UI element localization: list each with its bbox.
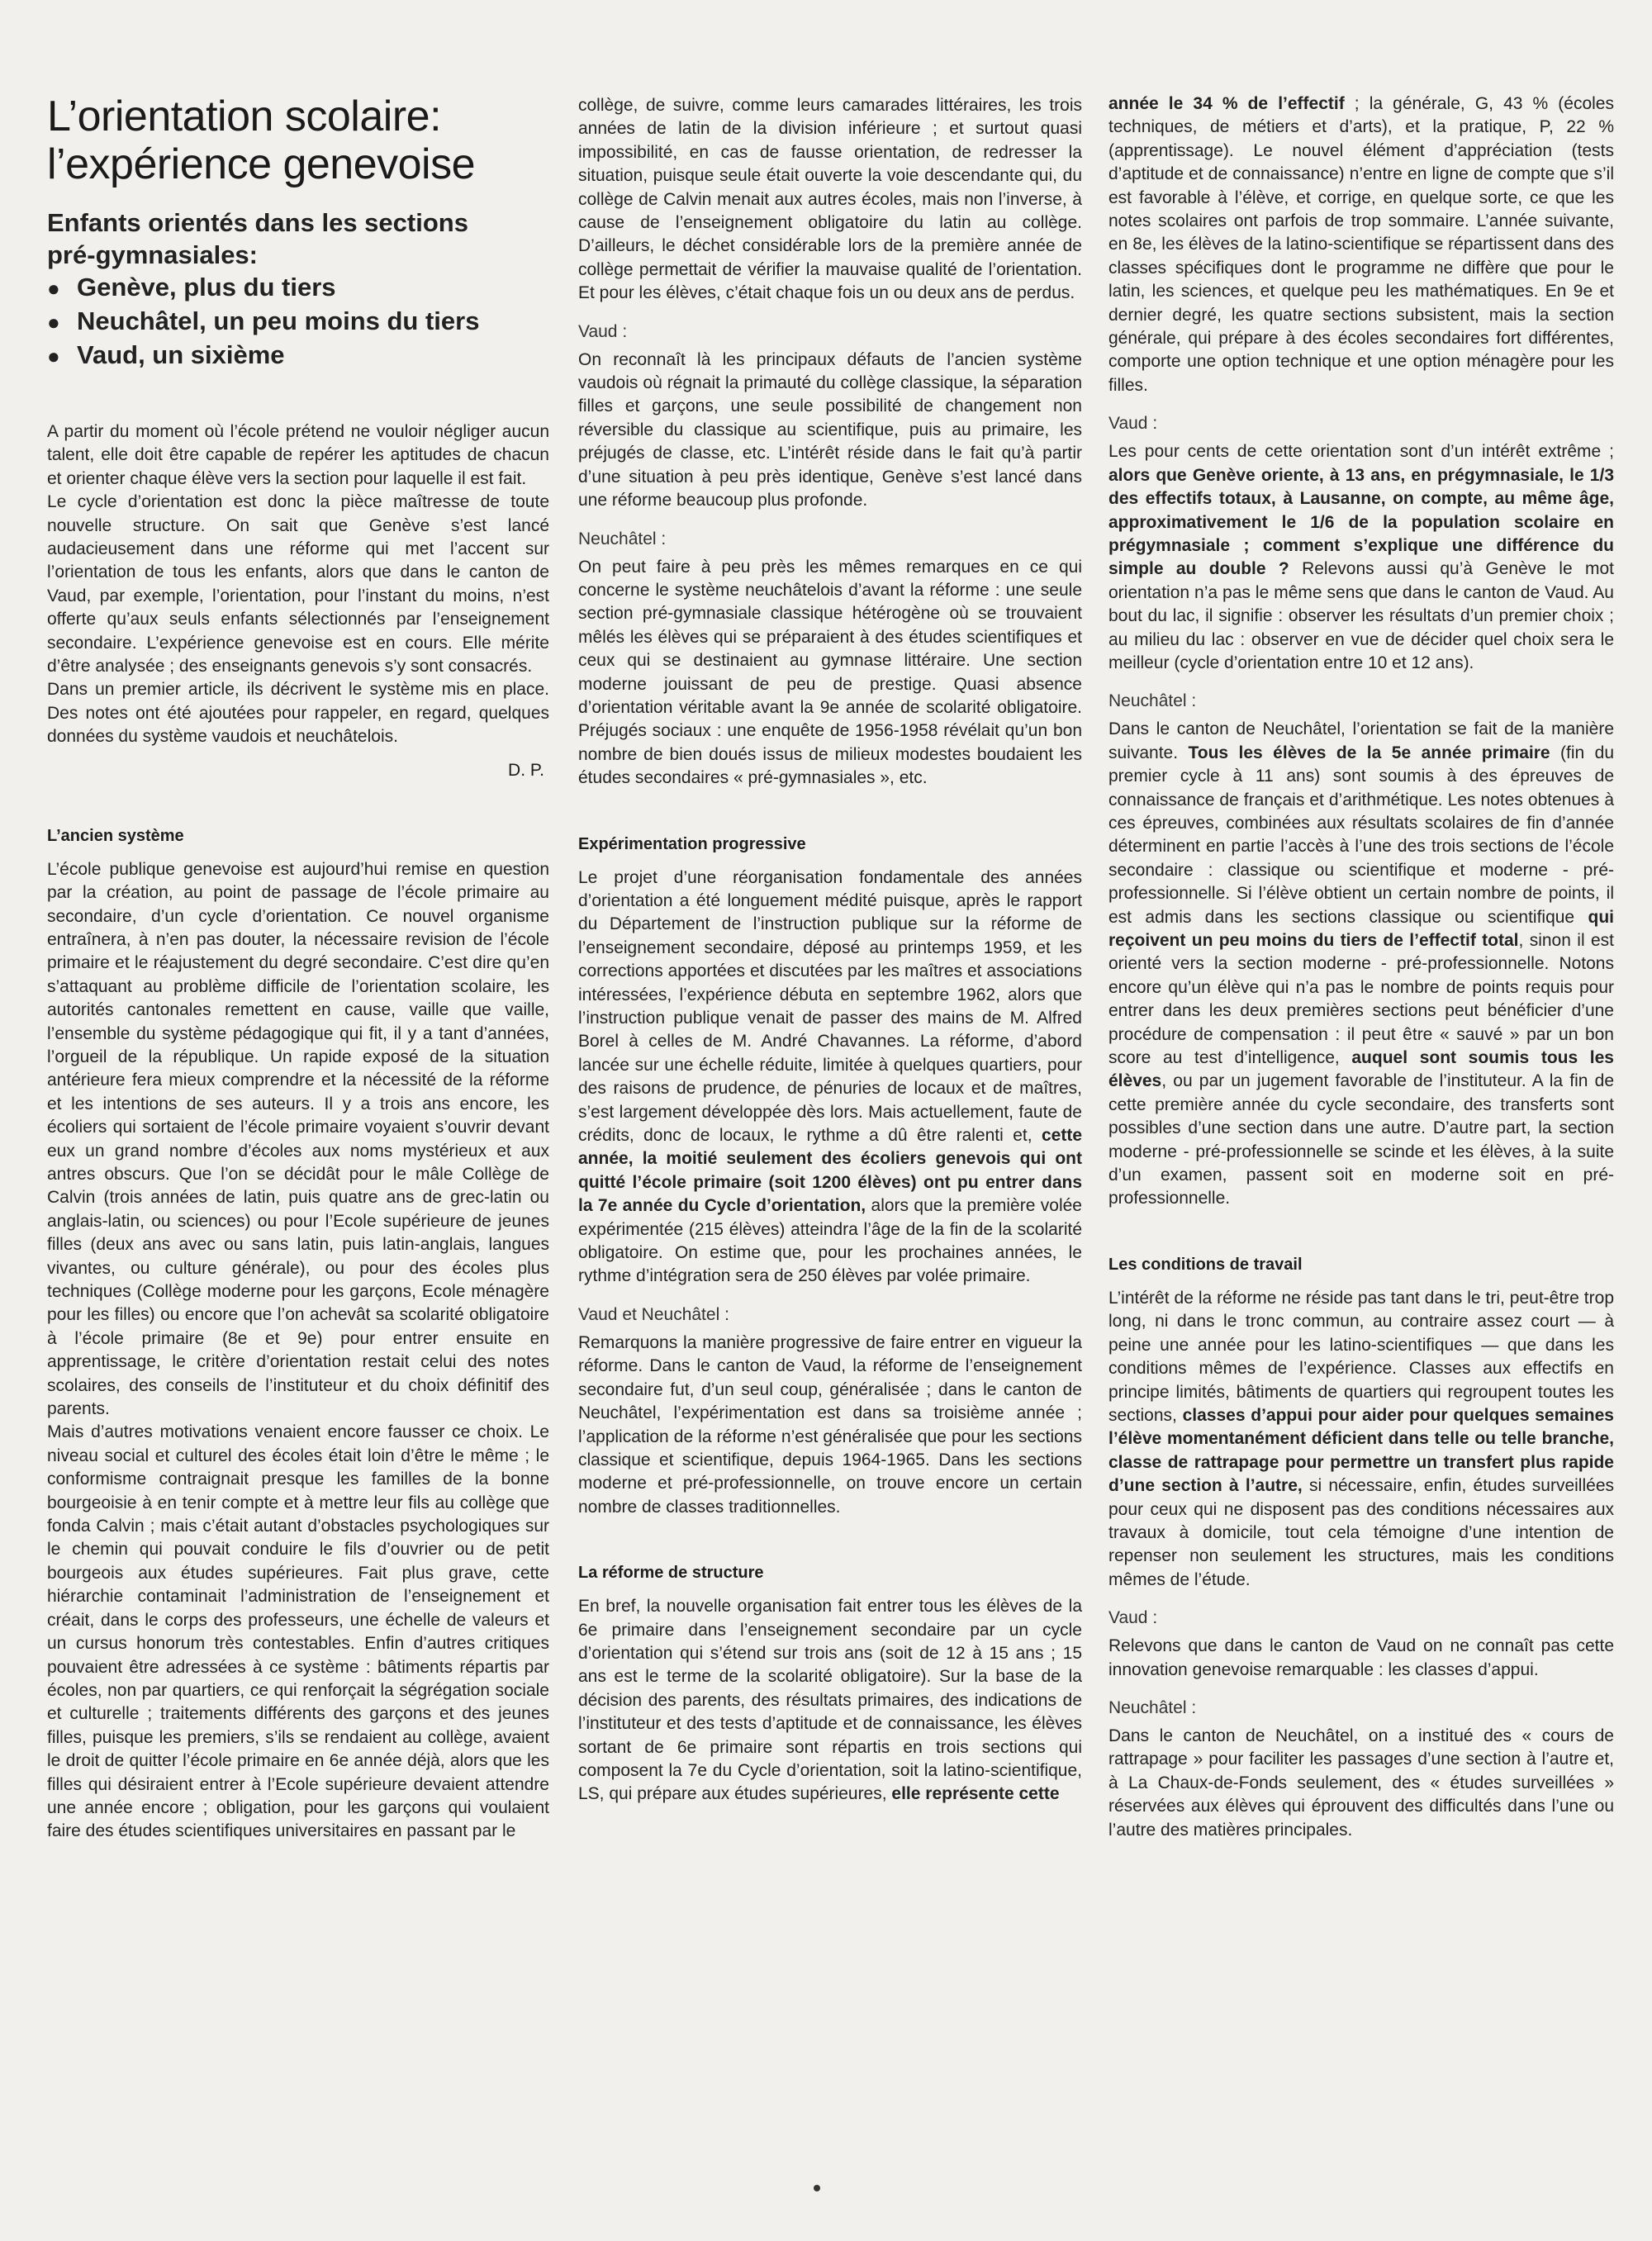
intro-paragraph: A partir du moment où l’école prétend ne vouloir négliger aucun talent, elle doit être capable de repérer les aptitudes de chacun et orienter chaque élève vers la section pour laquelle il est fait. [47, 422, 549, 488]
emphasis-text: classes d’appui pour aider pour quelques semaines l’élève momentanément déficient dans telle ou telle branche, classe de rattrapage pour permettre un transfert plus rapide d’une section à l’autre, [1108, 1405, 1614, 1496]
body-paragraph: année le 34 % de l’effectif ; la générale, G, 43 % (écoles techniques, de métiers et d’arts), et la pratique, P, 22 % (apprentissage). Le nouvel élément d’appréciation (tests d’aptitude et de connaissance) n’entre en ligne de compte que s’il est favorable à l’élève, et corrige, en quelque sorte, ce que les notes scolaires ont parfois de trop sommaire. L’année suivante, en 8e, les élèves de la latino-scientifique se répartissent dans des classes spécifiques dont le programme ne diffère que pour le latin, les sciences, et quelque peu les mathématiques. En 9e et dernier degré, les quatre sections subsistent, mais la section générale, qui prépare à des écoles secondaires fort différentes, comporte une option technique et une option ménagère pour les filles. [1108, 94, 1614, 395]
emphasis-text: cette année, la moitié seulement des écoliers genevois qui ont quitté l’école primaire (soit 1200 élèves) ont pu entrer dans la 7e année du Cycle d’orientation, [578, 1126, 1082, 1216]
deck-bullet-item: ● Vaud, un sixième [47, 339, 549, 373]
body-paragraph: En bref, la nouvelle organisation fait entrer tous les élèves de la 6e primaire dans l’enseignement secondaire par un cycle d’orientation qui s’étend sur trois ans (soit de 12 à 15 ans ; 15 ans est le terme de la scolarité obligatoire). Sur la base de la décision des parents, des résultats primaires, des indications de l’instituteur et des tests d’aptitude et de connaissance, les élèves sortant de 6e primaire sont répartis en trois sections qui composent la 7e du Cycle d’orientation, soit la latino-scientifique, LS, qui prépare aux études supérieures, elle représente cette [578, 1597, 1082, 1804]
emphasis-text: Tous les élèves de la 5e année primaire [1188, 743, 1550, 762]
section-experimentation [578, 833, 1082, 1520]
note-paragraph: Relevons que dans le canton de Vaud on ne connaît pas cette innovation genevoise remarquable : les classes d’appui. [1108, 1636, 1614, 1679]
emphasis-text: qui reçoivent un peu moins du tiers de l’effectif total [1108, 907, 1614, 950]
note-label-neuchatel: Neuchâtel : [1108, 691, 1197, 711]
emphasis-text: année le 34 % de l’effectif [1108, 94, 1345, 113]
bullet-icon: ● [47, 310, 60, 335]
body-paragraph: L’école publique genevoise est aujourd’hui remise en question par la création, au point de passage de l’école primaire au secondaire, d’un cycle d’orientation. Ce nouvel organisme entraînera, à n’en pas douter, la nécessaire revision de l’école primaire et le réajustement du degré secondaire. C’est dire qu’en s’attaquant au problème difficile de l’orientation scolaire, les autorités cantonales remettent en cause, vaille que vaille, l’ensemble du système pédagogique qui fit, il y a tant d’années, l’orgueil de la république. Un rapide exposé de la situation antérieure fera mieux comprendre et la nécessité de la réforme et les intentions de ses auteurs. Il y a trois ans encore, les écoliers qui sortaient de l’école primaire voyaient s’ouvrir devant eux un grand nombre d’écoles aux noms mystérieux et aux antres obscurs. Que l’on se décidât pour le mâle Collège de Calvin (trois années de latin, puis quatre ans de grec-latin ou anglais-latin, ou sciences) ou pour l’Ecole supérieure de jeunes filles (deux ans avec ou sans latin, puis latin-anglais, langues vivantes, ou culture générale), ou pour des écoles plus techniques (Collège moderne pour les garçons, Ecole ménagère pour les filles) ou encore que l’on achevât sa scolarité obligatoire à l’école primaire (8e et 9e) pour entrer ensuite en apprentissage, le critère d’orientation restait celui des notes scolaires, des conseils de l’instituteur et du choix définitif des parents. [47, 859, 549, 1419]
deck-bullet-list [47, 271, 549, 373]
emphasis-text: auquel sont soumis tous les élèves [1108, 1048, 1614, 1091]
emphasis-text: elle représente cette [891, 1784, 1060, 1804]
column-middle [578, 94, 1082, 1807]
body-paragraph: collège, de suivre, comme leurs camarades littéraires, les trois années de latin de la division inférieure ; et surtout quasi impossibilité, en cas de fausse orientation, de redresser la situation, puisque seule était ouverte la voie descendante qui, du collège de Calvin menait aux autres écoles, mais non l’inverse, à cause de l’enseignement obligatoire du latin au collège. D’ailleurs, le déchet considérable lors de la première année de collège permettait de vérifier la mauvaise qualité de l’orientation. Et pour les élèves, c’était chaque fois un ou deux ans de perdus. [578, 96, 1082, 303]
page-dot-mark [814, 2185, 820, 2191]
section-conditions-travail [1108, 1254, 1614, 1842]
article-deck [47, 207, 549, 271]
note-label-neuchatel: Neuchâtel : [578, 529, 667, 548]
column-left [47, 93, 549, 1844]
note-label-vaud: Vaud : [1108, 414, 1158, 434]
intro-paragraph: Le cycle d’orientation est donc la pièce maîtresse de toute nouvelle structure. On sait que Genève s’est lancé audacieusement dans une réforme qui met l’accent sur l’orientation de tous les enfants, alors que dans le canton de Vaud, par exemple, l’orientation, pour l’instant du moins, n’est offerte qu’aux seuls enfants sélectionnés par l’enseignement secondaire. L’expérience genevoise est en cours. Elle mérite d’être analysée ; des enseignants genevois s’y sont consacrés. [47, 492, 549, 677]
column-right [1108, 93, 1614, 1842]
intro-signature: D. P. [508, 760, 544, 780]
note-paragraph: On reconnaît là les principaux défauts de l’ancien système vaudois où régnait la primauté du collège classique, la séparation filles et garçons, une seule possibilité de changement non réversible du classique au scientifique, puis au primaire, les préjugés de classe, etc. L’intérêt réside dans le fait qu’à partir d’une situation à peu près identique, Genève s’est lancé dans une réforme beaucoup plus profonde. [578, 349, 1082, 510]
bullet-icon: ● [47, 276, 60, 301]
section-heading: La réforme de structure [578, 1564, 764, 1583]
deck-line-2: pré-gymnasiales: [47, 240, 258, 269]
note-paragraph: Dans le canton de Neuchâtel, l’orientation se fait de la manière suivante. Tous les élèves de la 5e année primaire (fin du premier cycle à 11 ans) sont soumis à des épreuves de connaissance de français et d’arithmétique. Les notes obtenues à ces épreuves, combinées aux résultats scolaires de fin d’année déterminent en partie l’accès à l’une des trois sections de l’école secondaire : classique ou scientifique et moderne - pré-professionnelle. Si l’élève obtient un certain nombre de points, il est admis dans les sections classique ou scientifique qui reçoivent un peu moins du tiers de l’effectif total, sinon il est orienté vers la section moderne - pré-professionnelle. Notons encore qu’un élève qui n’a pas le nombre de points requis pour entrer dans les deux premières sections peut bénéficier d’une procédure de compensation : il peut être « sauvé » par un bon score au test d’intelligence, auquel sont soumis tous les élèves, ou par un jugement favorable de l’instituteur. A la fin de cette première année du cycle secondaire, des transferts sont possibles d’une section dans une autre. D’autre part, la section moderne - pré-professionnelle se scinde et les élèves, à la suite d’un examen, passent soit en moderne soit en pré-professionnelle. [1108, 719, 1614, 1208]
deck-bullet-item: ● Neuchâtel, un peu moins du tiers [47, 305, 549, 339]
note-paragraph: Dans le canton de Neuchâtel, on a institué des « cours de rattrapage » pour faciliter les passages d’une section à l’autre et, à La Chaux-de-Fonds seulement, des « études surveillées » réservées aux élèves qui éprouvent des difficultés dans l’une ou l’autre des matières principales. [1108, 1726, 1614, 1840]
emphasis-text: alors que Genève oriente, à 13 ans, en prégymnasiale, le 1/3 des effectifs totaux, à Lausanne, on compte, au même âge, approximativement le 1/6 de la population scolaire en prégymnasiale ; comment s’explique une différence du simple au double ? [1108, 465, 1614, 579]
deck-line-1: Enfants orientés dans les sections [47, 208, 468, 237]
body-paragraph: L’intérêt de la réforme ne réside pas tant dans le tri, peut-être trop long, ni dans le tronc commun, au contraire assez court — à peine une année pour les latino-scientifiques — que dans les conditions mêmes de l’expérience. Classes aux effectifs en principe limités, bâtiments de quartiers qui regroupent toutes les sections, classes d’appui pour aider pour quelques semaines l’élève momentanément déficient dans telle ou telle branche, classe de rattrapage pour permettre un transfert plus rapide d’une section à l’autre, si nécessaire, enfin, études surveillées pour ceux qui ne disposent pas des conditions nécessaires aux travaux à domicile, tout cela témoigne d’une intention de repenser non seulement les structures, mais les conditions mêmes de l’étude. [1108, 1288, 1614, 1589]
section-heading: Les conditions de travail [1108, 1255, 1303, 1274]
body-paragraph: Le projet d’une réorganisation fondamentale des années d’orientation a été longuement médité puisque, après le rapport du Département de l’instruction publique sur la réforme de l’enseignement secondaire, déposé au printemps 1959, et les corrections apportées et discutées par les maîtres et associations intéressées, l’expérience débuta en septembre 1962, alors que l’instruction publique venait de passer des mains de M. Alfred Borel à celles de M. André Chavannes. La réforme, d’abord lancée sur une échelle réduite, limitée à quelques quartiers, pour des raisons de prudence, de pénuries de locaux et de maîtres, s’est largement développée dès lors. Mais actuellement, faute de crédits, donc de locaux, le rythme a dû être ralenti et, cette année, la moitié seulement des écoliers genevois qui ont quitté l’école primaire (soit 1200 élèves) ont pu entrer dans la 7e année du Cycle d’orientation, alors que la première volée expérimentée (215 élèves) atteindra l’âge de la fin de la scolarité obligatoire. On estime que, pour les prochaines années, le rythme d’intégration sera de 250 élèves par volée primaire. [578, 867, 1082, 1286]
note-label-vaud-neuchatel: Vaud et Neuchâtel : [578, 1304, 729, 1324]
title-line-1: L’orientation scolaire: [47, 93, 442, 140]
section-ancien-systeme [47, 825, 549, 1844]
note-label-vaud: Vaud : [1108, 1608, 1158, 1628]
section-heading: L’ancien système [47, 826, 184, 845]
article-title [47, 93, 549, 188]
bullet-icon: ● [47, 344, 60, 368]
note-paragraph: Remarquons la manière progressive de faire entrer en vigueur la réforme. Dans le canton de Vaud, la réforme de l’enseignement secondaire fut, d’un seul coup, généralisée ; dans le canton de Neuchâtel, l’expérimentation est dans sa troisième année ; l’application de la réforme n’est généralisée que pour les sections classique et scientifique, depuis 1964-1965. Dans les sections moderne et pré-professionnelle, on trouve encore un certain nombre de classes traditionnelles. [578, 1332, 1082, 1517]
intro-paragraph: Dans un premier article, ils décrivent le système mis en place. Des notes ont été ajoutées pour rappeler, en regard, quelques données du système vaudois et neuchâtelois. [47, 680, 549, 747]
section-heading: Expérimentation progressive [578, 834, 806, 853]
note-label-neuchatel: Neuchâtel : [1108, 1697, 1197, 1717]
section-reforme-structure [578, 1562, 1082, 1807]
deck-bullet-item: ● Genève, plus du tiers [47, 271, 549, 305]
title-line-2: l’expérience genevoise [47, 140, 476, 188]
note-paragraph: On peut faire à peu près les mêmes remarques en ce qui concerne le système neuchâtelois d’avant la réforme : une seule section pré-gymnasiale classique hétérogène où se trouvaient mêlés les élèves qui se préparaient à des études scientifiques et ceux qui se destinaient au gymnase littéraire. Une section moderne jouissant de peu de prestige. Quasi absence d’orientation véritable avant la 9e année de scolarité obligatoire. Préjugés sociaux : une enquête de 1956-1958 révélait qu’un bon nombre de bien doués issus de milieux modestes boudaient les études secondaires « pré-gymnasiales », etc. [578, 557, 1082, 788]
note-label-vaud: Vaud : [578, 321, 628, 341]
body-paragraph: Mais d’autres motivations venaient encore fausser ce choix. Le niveau social et culturel des écoles était loin d’être le même ; le conformisme contraignait presque les familles de la bonne bourgeoisie à en tenir compte et à mettre leur fils au collège que fonda Calvin ; mais c’était autant d’obstacles psychologiques sur le chemin qui pouvait conduire le fils d’ouvrier ou de petit bourgeois aux études supérieures. Fait plus grave, cette hiérarchie contaminait l’administration de l’enseignement et créait, dans le corps des professeurs, une échelle de valeurs et un cursus honorum très contestables. Enfin d’autres critiques pouvaient être adressées à ce système : bâtiments répartis par écoles, non par quartiers, ce qui renforçait la ségrégation sociale et culturelle ; traitements différents des garçons et des jeunes filles, puisque les premiers, s’ils se rendaient au collège, avaient le droit de quitter l’école primaire en 6e année déjà, alors que les filles qui désiraient entrer à l’Ecole supérieure devaient attendre une année encore ; obligation, pour les garçons qui voulaient faire des études scientifiques universitaires en passant par le [47, 1422, 549, 1841]
note-paragraph: Les pour cents de cette orientation sont d’un intérêt extrême ; alors que Genève oriente, à 13 ans, en prégymnasiale, le 1/3 des effectifs totaux, à Lausanne, on compte, au même âge, approximativement le 1/6 de la population scolaire en prégymnasiale ; comment s’explique une différence du simple au double ? Relevons aussi qu’à Genève le mot orientation n’a pas le même sens que dans le canton de Vaud. Au bout du lac, il signifie : observer les résultats d’un premier choix ; au milieu du lac : observer en vue de décider quel choix sera le meilleur (cycle d’orientation entre 10 et 12 ans). [1108, 442, 1614, 672]
